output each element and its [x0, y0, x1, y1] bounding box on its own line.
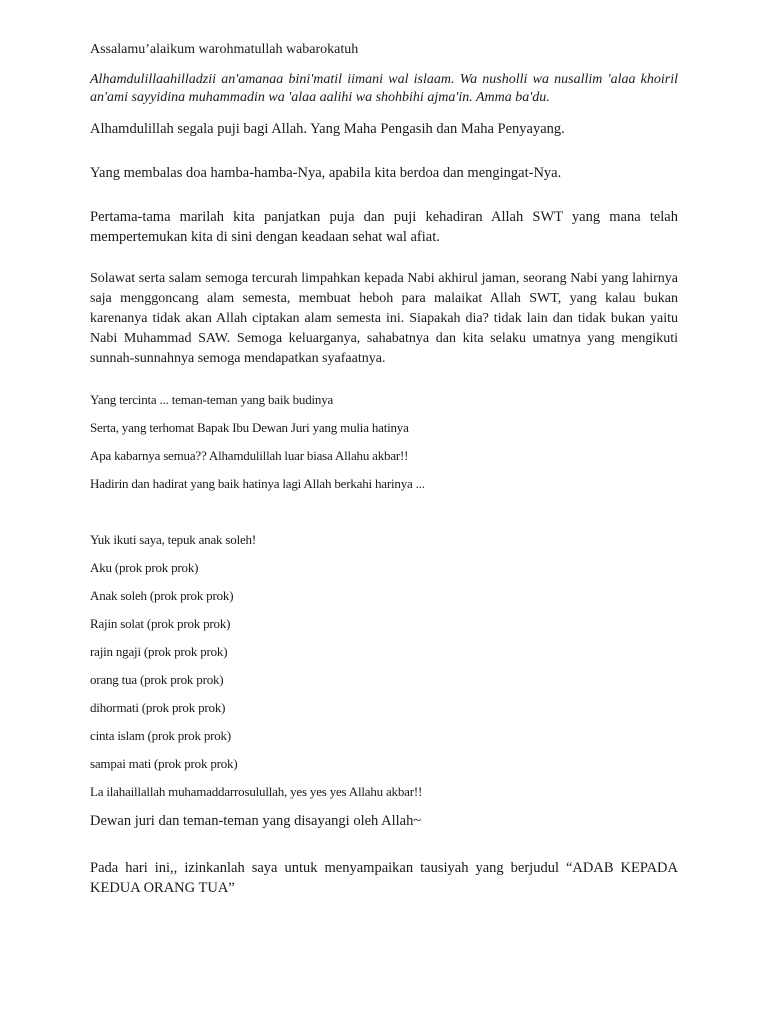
chant-line: rajin ngaji (prok prok prok): [90, 644, 228, 659]
chant-line: Aku (prok prok prok): [90, 560, 199, 575]
greeting-line: Hadirin dan hadirat yang baik hatinya lagi Allah berkahi harinya ...: [90, 476, 425, 491]
chant-line: La ilahaillallah muhamaddarrosulullah, yes yes yes Allahu akbar!!: [90, 784, 423, 799]
greeting: Assalamu’alaikum warohmatullah wabarokatuh: [90, 42, 359, 57]
greeting-line: Serta, yang terhomat Bapak Ibu Dewan Juri yang mulia hatinya: [90, 420, 409, 435]
chant-line: dihormati (prok prok prok): [90, 700, 226, 715]
chant-line: orang tua (prok prok prok): [90, 672, 224, 687]
opening-arabic-paragraph: Alhamdulillaahilladzii an'amanaa bini'matil iimani wal islaam. Wa nusholli wa nusallim 'alaa khoiril an'ami sayyidina muhammadin wa 'alaa aalihi wa shohbihi ajma'in. Amma ba'du.: [90, 72, 678, 105]
chant-line: cinta islam (prok prok prok): [90, 728, 231, 743]
chant-line: Yuk ikuti saya, tepuk anak soleh!: [90, 532, 256, 547]
praise-paragraph: Alhamdulillah segala puji bagi Allah. Yang Maha Pengasih dan Maha Penyayang.: [90, 121, 565, 137]
chant-line: Anak soleh (prok prok prok): [90, 588, 234, 603]
prayer-response-paragraph: Yang membalas doa hamba-hamba-Nya, apabila kita berdoa dan mengingat-Nya.: [90, 165, 562, 181]
topic-intro-paragraph: Pada hari ini,, izinkanlah saya untuk menyampaikan tausiyah yang berjudul “ADAB KEPADA KEDUA ORANG TUA”: [90, 860, 678, 896]
chant-line: Rajin solat (prok prok prok): [90, 616, 231, 631]
chant-line: sampai mati (prok prok prok): [90, 756, 238, 771]
greeting-line: Yang tercinta ... teman-teman yang baik budinya: [90, 392, 334, 407]
gratitude-paragraph: Pertama-tama marilah kita panjatkan puja dan puji kehadiran Allah SWT yang mana telah mempertemukan kita di sini dengan keadaan sehat wal afiat.: [90, 209, 678, 245]
greeting-line: Apa kabarnya semua?? Alhamdulillah luar biasa Allahu akbar!!: [90, 448, 409, 463]
audience-address: Dewan juri dan teman-teman yang disayangi oleh Allah~: [90, 813, 422, 829]
salawat-paragraph: Solawat serta salam semoga tercurah limpahkan kepada Nabi akhirul jaman, seorang Nabi yang lahirnya saja menggoncang alam semesta, membuat heboh para malaikat Allah SWT, yang kalau bukan karenanya tidak akan Allah ciptakan alam semesta ini. Siapakah dia? tidak lain dan tidak bukan yaitu Nabi Muhammad SAW. Semoga keluarganya, sahabatnya dan kita selaku umatnya yang mengikuti sunnah-sunnahnya semoga mendapatkan syafaatnya.: [90, 271, 678, 366]
